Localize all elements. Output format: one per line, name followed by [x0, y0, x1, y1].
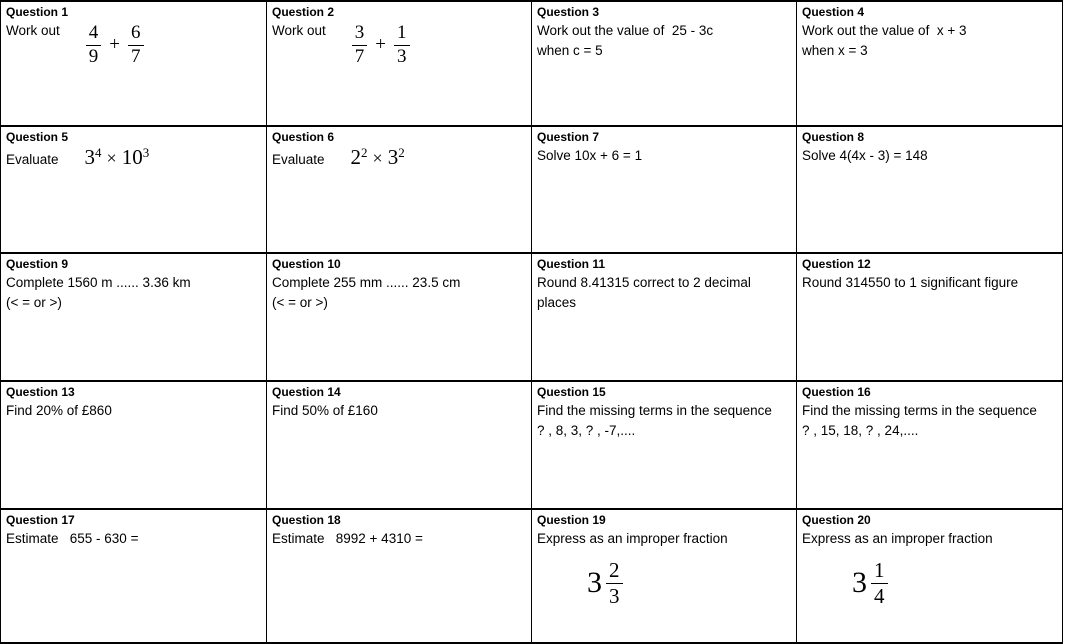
question-cell-5: [1, 127, 267, 254]
question-number: Question 5: [6, 130, 69, 144]
times-operator: ×: [372, 148, 383, 168]
base: 10: [121, 145, 143, 169]
question-text: Work out the value of x + 3: [802, 23, 967, 38]
question-number: Question 15: [537, 385, 606, 399]
question-cell-6: [267, 127, 532, 254]
question-text: Find 20% of £860: [6, 403, 112, 418]
question-text: Round 8.41315 correct to 2 decimal: [537, 275, 751, 290]
question-number: Question 17: [6, 513, 75, 527]
question-cell-18: [267, 510, 532, 642]
question-text: Find 50% of £160: [272, 403, 378, 418]
question-cell-19: [532, 510, 797, 642]
fraction: [606, 559, 623, 607]
base: 3: [387, 145, 399, 169]
question-cell-1: [1, 2, 267, 127]
fraction-denominator: 7: [131, 45, 141, 67]
fraction-numerator: 3: [352, 23, 368, 46]
plus-operator: +: [375, 34, 386, 56]
question-cell-14: [267, 382, 532, 510]
fraction-numerator: 4: [86, 23, 102, 46]
fraction-denominator: 9: [88, 45, 99, 67]
whole-number: 3: [587, 566, 602, 600]
question-cell-12: [797, 254, 1062, 382]
fraction-numerator: 1: [394, 23, 410, 46]
question-text: ? , 15, 18, ? , 24,....: [802, 423, 919, 438]
question-text: when x = 3: [802, 43, 868, 58]
question-text: Find the missing terms in the sequence: [537, 403, 772, 418]
question-cell-17: [1, 510, 267, 642]
exponent: 4: [95, 145, 102, 160]
fraction-expression: [352, 23, 410, 67]
question-number: Question 8: [802, 130, 865, 144]
question-text: Find the missing terms in the sequence: [802, 403, 1037, 418]
question-number: Question 19: [537, 513, 606, 527]
question-cell-9: [1, 254, 267, 382]
question-number: Question 14: [272, 385, 341, 399]
fraction: [352, 23, 368, 67]
question-text: Solve 10x + 6 = 1: [537, 148, 643, 163]
times-operator: ×: [106, 148, 117, 168]
question-number: Question 3: [537, 5, 600, 19]
question-cell-4: [797, 2, 1062, 127]
question-text: Work out: [272, 23, 326, 38]
whole-number: 3: [852, 566, 867, 600]
fraction-numerator: 2: [606, 559, 623, 584]
base: 2: [350, 145, 362, 169]
question-number: Question 18: [272, 513, 341, 527]
question-cell-20: [797, 510, 1062, 642]
mixed-number: [852, 559, 1058, 607]
question-cell-7: [532, 127, 797, 254]
question-text: Work out the value of 25 - 3c: [537, 23, 714, 38]
question-cell-13: [1, 382, 267, 510]
question-text: Evaluate: [272, 152, 325, 167]
question-number: Question 10: [272, 257, 341, 271]
mixed-number: [587, 559, 792, 607]
question-text: (< = or >): [272, 295, 328, 310]
fraction-expression: [86, 23, 144, 67]
question-number: Question 12: [802, 257, 871, 271]
question-number: Question 6: [272, 130, 335, 144]
fraction: [128, 23, 144, 67]
fraction-numerator: 1: [871, 559, 888, 584]
question-cell-16: [797, 382, 1062, 510]
question-number: Question 20: [802, 513, 871, 527]
question-text: ? , 8, 3, ? , -7,....: [537, 423, 636, 438]
question-cell-2: [267, 2, 532, 127]
fraction: [86, 23, 102, 67]
question-number: Question 7: [537, 130, 600, 144]
fraction-numerator: 6: [128, 23, 144, 46]
question-number: Question 11: [537, 257, 606, 271]
question-text: Express as an improper fraction: [537, 531, 728, 546]
question-cell-11: [532, 254, 797, 382]
exponent: 2: [361, 145, 368, 160]
question-cell-3: [532, 2, 797, 127]
base: 3: [84, 145, 96, 169]
plus-operator: +: [109, 34, 120, 56]
question-text: Evaluate: [6, 152, 59, 167]
fraction-denominator: 3: [609, 583, 620, 608]
question-cell-10: [267, 254, 532, 382]
question-text: Solve 4(4x - 3) = 148: [802, 148, 928, 163]
question-text: Express as an improper fraction: [802, 531, 993, 546]
question-text: Estimate 655 - 630 =: [6, 531, 139, 546]
fraction-denominator: 7: [354, 45, 365, 67]
question-text: Work out: [6, 23, 60, 38]
question-cell-8: [797, 127, 1062, 254]
question-number: Question 9: [6, 257, 69, 271]
question-cell-15: [532, 382, 797, 510]
fraction-denominator: 4: [874, 583, 885, 608]
question-text: (< = or >): [6, 295, 62, 310]
question-number: Question 16: [802, 385, 871, 399]
question-text: Estimate 8992 + 4310 =: [272, 531, 423, 546]
power-expression: [85, 146, 150, 169]
question-number: Question 4: [802, 5, 865, 19]
fraction-denominator: 3: [397, 45, 407, 67]
exponent: 3: [142, 145, 150, 160]
question-number: Question 1: [6, 5, 69, 19]
question-number: Question 13: [6, 385, 75, 399]
question-number: Question 2: [272, 5, 335, 19]
question-text: Round 314550 to 1 significant figure: [802, 275, 1019, 290]
fraction: [394, 23, 410, 67]
question-text: when c = 5: [537, 43, 603, 58]
power-expression: [351, 146, 405, 169]
exponent: 2: [398, 145, 405, 160]
question-text: Complete 255 mm ...... 23.5 cm: [272, 275, 461, 290]
fraction: [871, 559, 888, 607]
question-text: Complete 1560 m ...... 3.36 km: [6, 275, 191, 290]
question-text: places: [537, 295, 577, 310]
